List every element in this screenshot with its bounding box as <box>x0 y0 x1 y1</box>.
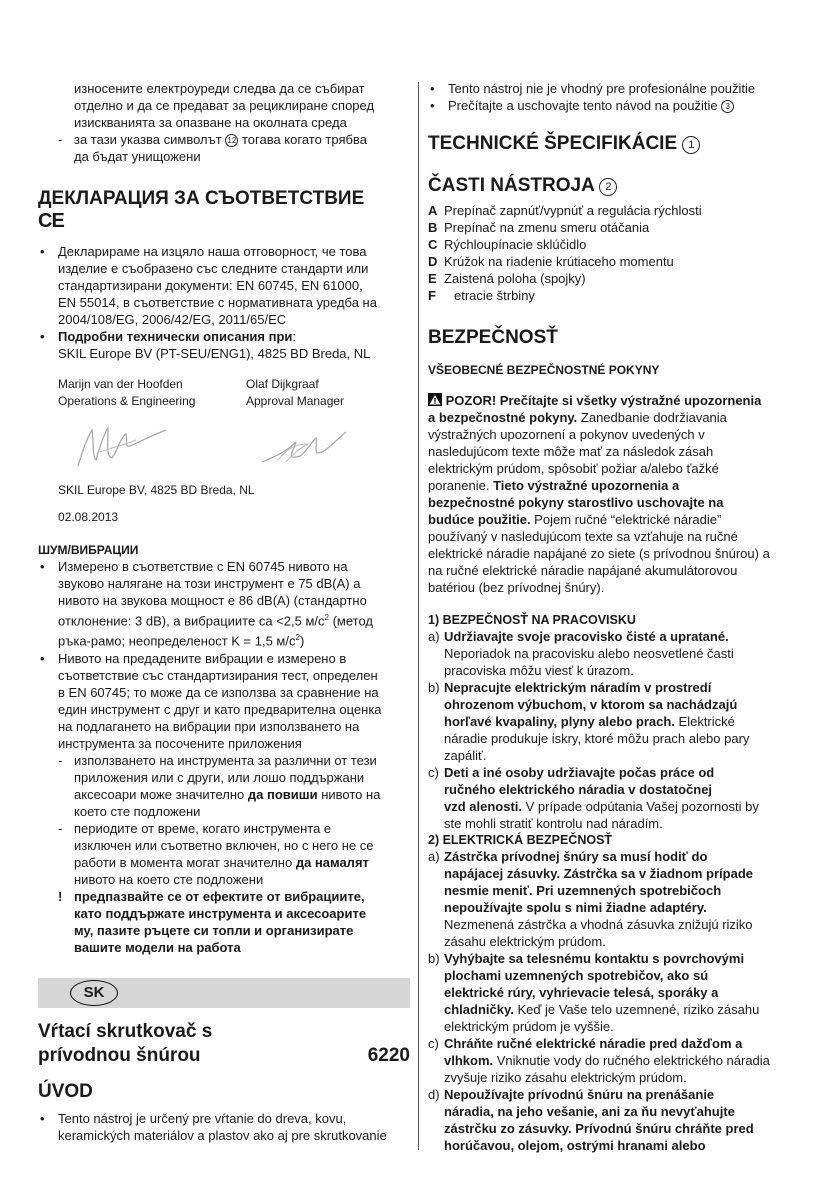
figure-3-ref: 3 <box>721 100 734 113</box>
technical-file-bullet: • Подробни технически описания при: SKIL Europe BV (PT-SEU/ENG1), 4825 BD Breda, NL <box>40 329 371 361</box>
noise-dash-1: - използването на инструмента за различни от тези приложения или с други, или лошо поддържани аксесоари може значително да повиши нивото на което сте подложени <box>58 752 381 819</box>
noise-bullet-1: • Измерено в съответствие с EN 60745 нивото на звуково налягане на този инструмент е 75 dB(A) а нивото на звукова мощност е 86 dB(A) (стандартно отклонение: 3 dB), а вибрациите са <2,5 $м/с^2$ (метод ръка-рамо; неопределеност K = 1,5 $м/с^2$) <box>40 559 373 649</box>
figure-2-ref: 2 <box>599 178 617 196</box>
language-badge-sk: SK <box>70 980 118 1006</box>
declaration-bullet: • Декларираме на изцяло наша отговорност, че това изделие е съобразено със следните стандарти или стандартизирани документи: EN 60745, EN 61000, EN 55014, в съответствие с нормативната уредба на 2004/108/EG, 2006/42/EG, 2011/65/EC <box>40 244 377 327</box>
noise-dash-2: - периодите от време, когато инструмента е изключен или съответно включен, но с него не се работи в момента могат значително да намалят нивото на което сте подложени <box>58 820 374 887</box>
general-safety-title: VŠEOBECNÉ BEZPEČNOSTNÉ POKYNY <box>428 363 660 377</box>
rule-1b: b) Nepracujte elektrickým náradím v prostredí ohrozenom výbuchom, v ktorom sa nachádzajú horľavé kvapaliny, plyny alebo prach. Elektrické náradie produkuje iskry, ktoré môžu prach alebo pary zapáliť. <box>428 680 750 763</box>
signature-1-image <box>70 416 180 476</box>
product-title: Vŕtací skrutkovač s prívodnou šnúrou 6220 <box>38 1020 410 1066</box>
electrical-safety-title: 2) ELEKTRICKÁ BEZPEČNOSŤ <box>428 833 613 847</box>
signature-2-image <box>256 422 356 472</box>
safety-title: BEZPEČNOSŤ <box>428 327 558 348</box>
signatory-1-title: Operations & Engineering <box>58 394 196 408</box>
tech-specs-title: TECHNICKÉ ŠPECIFIKÁCIE 1 <box>428 132 800 156</box>
signatory-2-title: Approval Manager <box>246 394 345 408</box>
language-band <box>38 978 410 1008</box>
intro-bullet-1: • Tento nástroj je určený pre vŕtanie do dreva, kovu, keramických materiálov a plastov ako aj pre skrutkovanie <box>40 1110 387 1143</box>
ce-mark: CE <box>38 210 64 232</box>
rule-1c: c) Deti a iné osoby udržiavajte počas práce od ručného elektrického náradia v dostatočnej vzd alenosti. V prípade odpútania Vašej pozornosti by ste mohli stratiť kontrolu nad náradím. <box>428 765 759 831</box>
work-area-safety-title: 1) BEZPEČNOSŤ NA PRACOVISKU <box>428 613 636 627</box>
intro-bullet-3: • Prečítajte a uschovajte tento návod na použitie 3 <box>428 97 800 114</box>
rule-2b: b) Vyhýbajte sa telesnému kontaktu s povrchovými plochami uzemnených spotrebičov, ako sú elektrické rúry, vyhrievacie telesá, sporáky a chladničky. Keď je Vaše telo uzemnené, riziko zásahu elektrickým prúdom je vyššie. <box>428 951 760 1034</box>
list-item: E Zaistená poloha (spojky) <box>428 271 586 286</box>
signatures <box>38 410 410 480</box>
intro-title: ÚVOD <box>38 1080 93 1102</box>
column-divider <box>418 82 419 1150</box>
list-item: B Prepínač na zmenu smeru otáčania <box>428 220 650 235</box>
left-column <box>38 80 410 1144</box>
list-item: A Prepínač zapnúť/vypnúť a regulácia rýchlosti <box>428 203 702 218</box>
rule-2a: a) Zástrčka prívodnej šnúry sa musí hodiť do napájacej zásuvky. Zástrčka sa v žiadnom prípade nesmie meniť. Pri uzemnených spotrebičoch nepoužívajte spolu s nimi žiadne adaptéry. Nezmenená zástrčka a vhodná zásuvka znižujú riziko zásahu elektrickým prúdom. <box>428 849 754 949</box>
noise-vibration-title: ШУМ/ВИБРАЦИИ <box>38 543 139 557</box>
parts-list <box>428 202 800 304</box>
warning-icon <box>428 393 442 406</box>
noise-bullet-2: • Нивото на предадените вибрации е измерено в съответствие със стандартизирания тест, определен в EN 60745; то може да се използва за сравнение на един инструмент с друг и като предварителна оценка на подлагането на вибрации при използването на инструмента за посочените приложения <box>40 650 382 751</box>
rule-2c: c) Chráňte ručné elektrické náradie pred dažďom a vlhkom. Vniknutie vody do ručného elektrického náradia zvyšuje riziko zásahu elektrickým prúdom. <box>428 1036 770 1085</box>
symbol-12-ref: 12 <box>225 134 238 147</box>
declaration-date: 02.08.2013 <box>58 510 119 524</box>
list-item: C Rýchloupínacie sklúčidlo <box>428 237 587 252</box>
signatories <box>38 376 410 410</box>
figure-1-ref: 1 <box>682 136 700 154</box>
noise-warning: ! предпазвайте се от ефектите от вибрациите, като поддържате инструмента и аксесоарите му, пазите ръцете си топли и организирате вашите модели на работа <box>58 888 367 955</box>
signatory-2-name: Olaf Dijkgraaf <box>246 377 319 391</box>
list-item: F etracie štrbiny <box>428 288 535 303</box>
product-number: 6220 <box>367 1044 410 1066</box>
rule-2d: d) Nepoužívajte prívodnú šnúru na prenášanie náradia, na jeho vešanie, ani za ňu nevyťahujte zástrčku zo zásuvky. Prívodnú šnúru chráňte pred horúčavou, olejom, ostrými hranami alebo <box>428 1087 754 1153</box>
declaration-title: ДЕКЛАРАЦИЯ ЗА СЪОТВЕТСТВИЕ <box>38 188 365 209</box>
parts-title: ČASTI NÁSTROJA 2 <box>428 174 800 198</box>
disposal-symbol-note: - за тази указва символът 12 тогава когато трябва да бъдат унищожени <box>58 132 367 164</box>
rule-1a: a) Udržiavajte svoje pracovisko čisté a upratané. Neporiadok na pracovisku alebo neosvetlené časti pracoviska môžu viesť k úrazom. <box>428 629 734 678</box>
company-address: SKIL Europe BV, 4825 BD Breda, NL <box>58 483 255 497</box>
right-column <box>428 80 800 1154</box>
signatory-1-name: Marijn van der Hoofden <box>58 377 183 391</box>
list-item: D Krúžok na riadenie krútiaceho momentu <box>428 254 674 269</box>
disposal-continuation: износените електроуреди следва да се събират отделно и да се предават за рециклиране според изискванията за опазване на околната среда <box>74 81 375 130</box>
general-warning: POZOR! Prečítajte si všetky výstražné upozornenia a bezpečnostné pokyny. Zanedbanie dodržiavania výstražných upozornení a pokynov uvedených v nasledujúcom texte môže mať za následok zásah elektrickým prúdom, spôsobiť požiar a/alebo ťažké poranenie. Tieto výstražné upozornenia a bezpečnostné pokyny starostlivo uschovajte na budúce použitie. Pojem ručné “elektrické náradie” používaný v nasledujúcom texte sa vzťahuje na ručné elektrické náradie napájané zo siete (s prívodnou šnúrou) a na ručné elektrické náradie napájané akumulátorovou batériou (bez prívodnej šnúry). <box>428 393 770 595</box>
intro-bullet-2: • Tento nástroj nie je vhodný pre profesionálne použitie <box>430 81 756 96</box>
